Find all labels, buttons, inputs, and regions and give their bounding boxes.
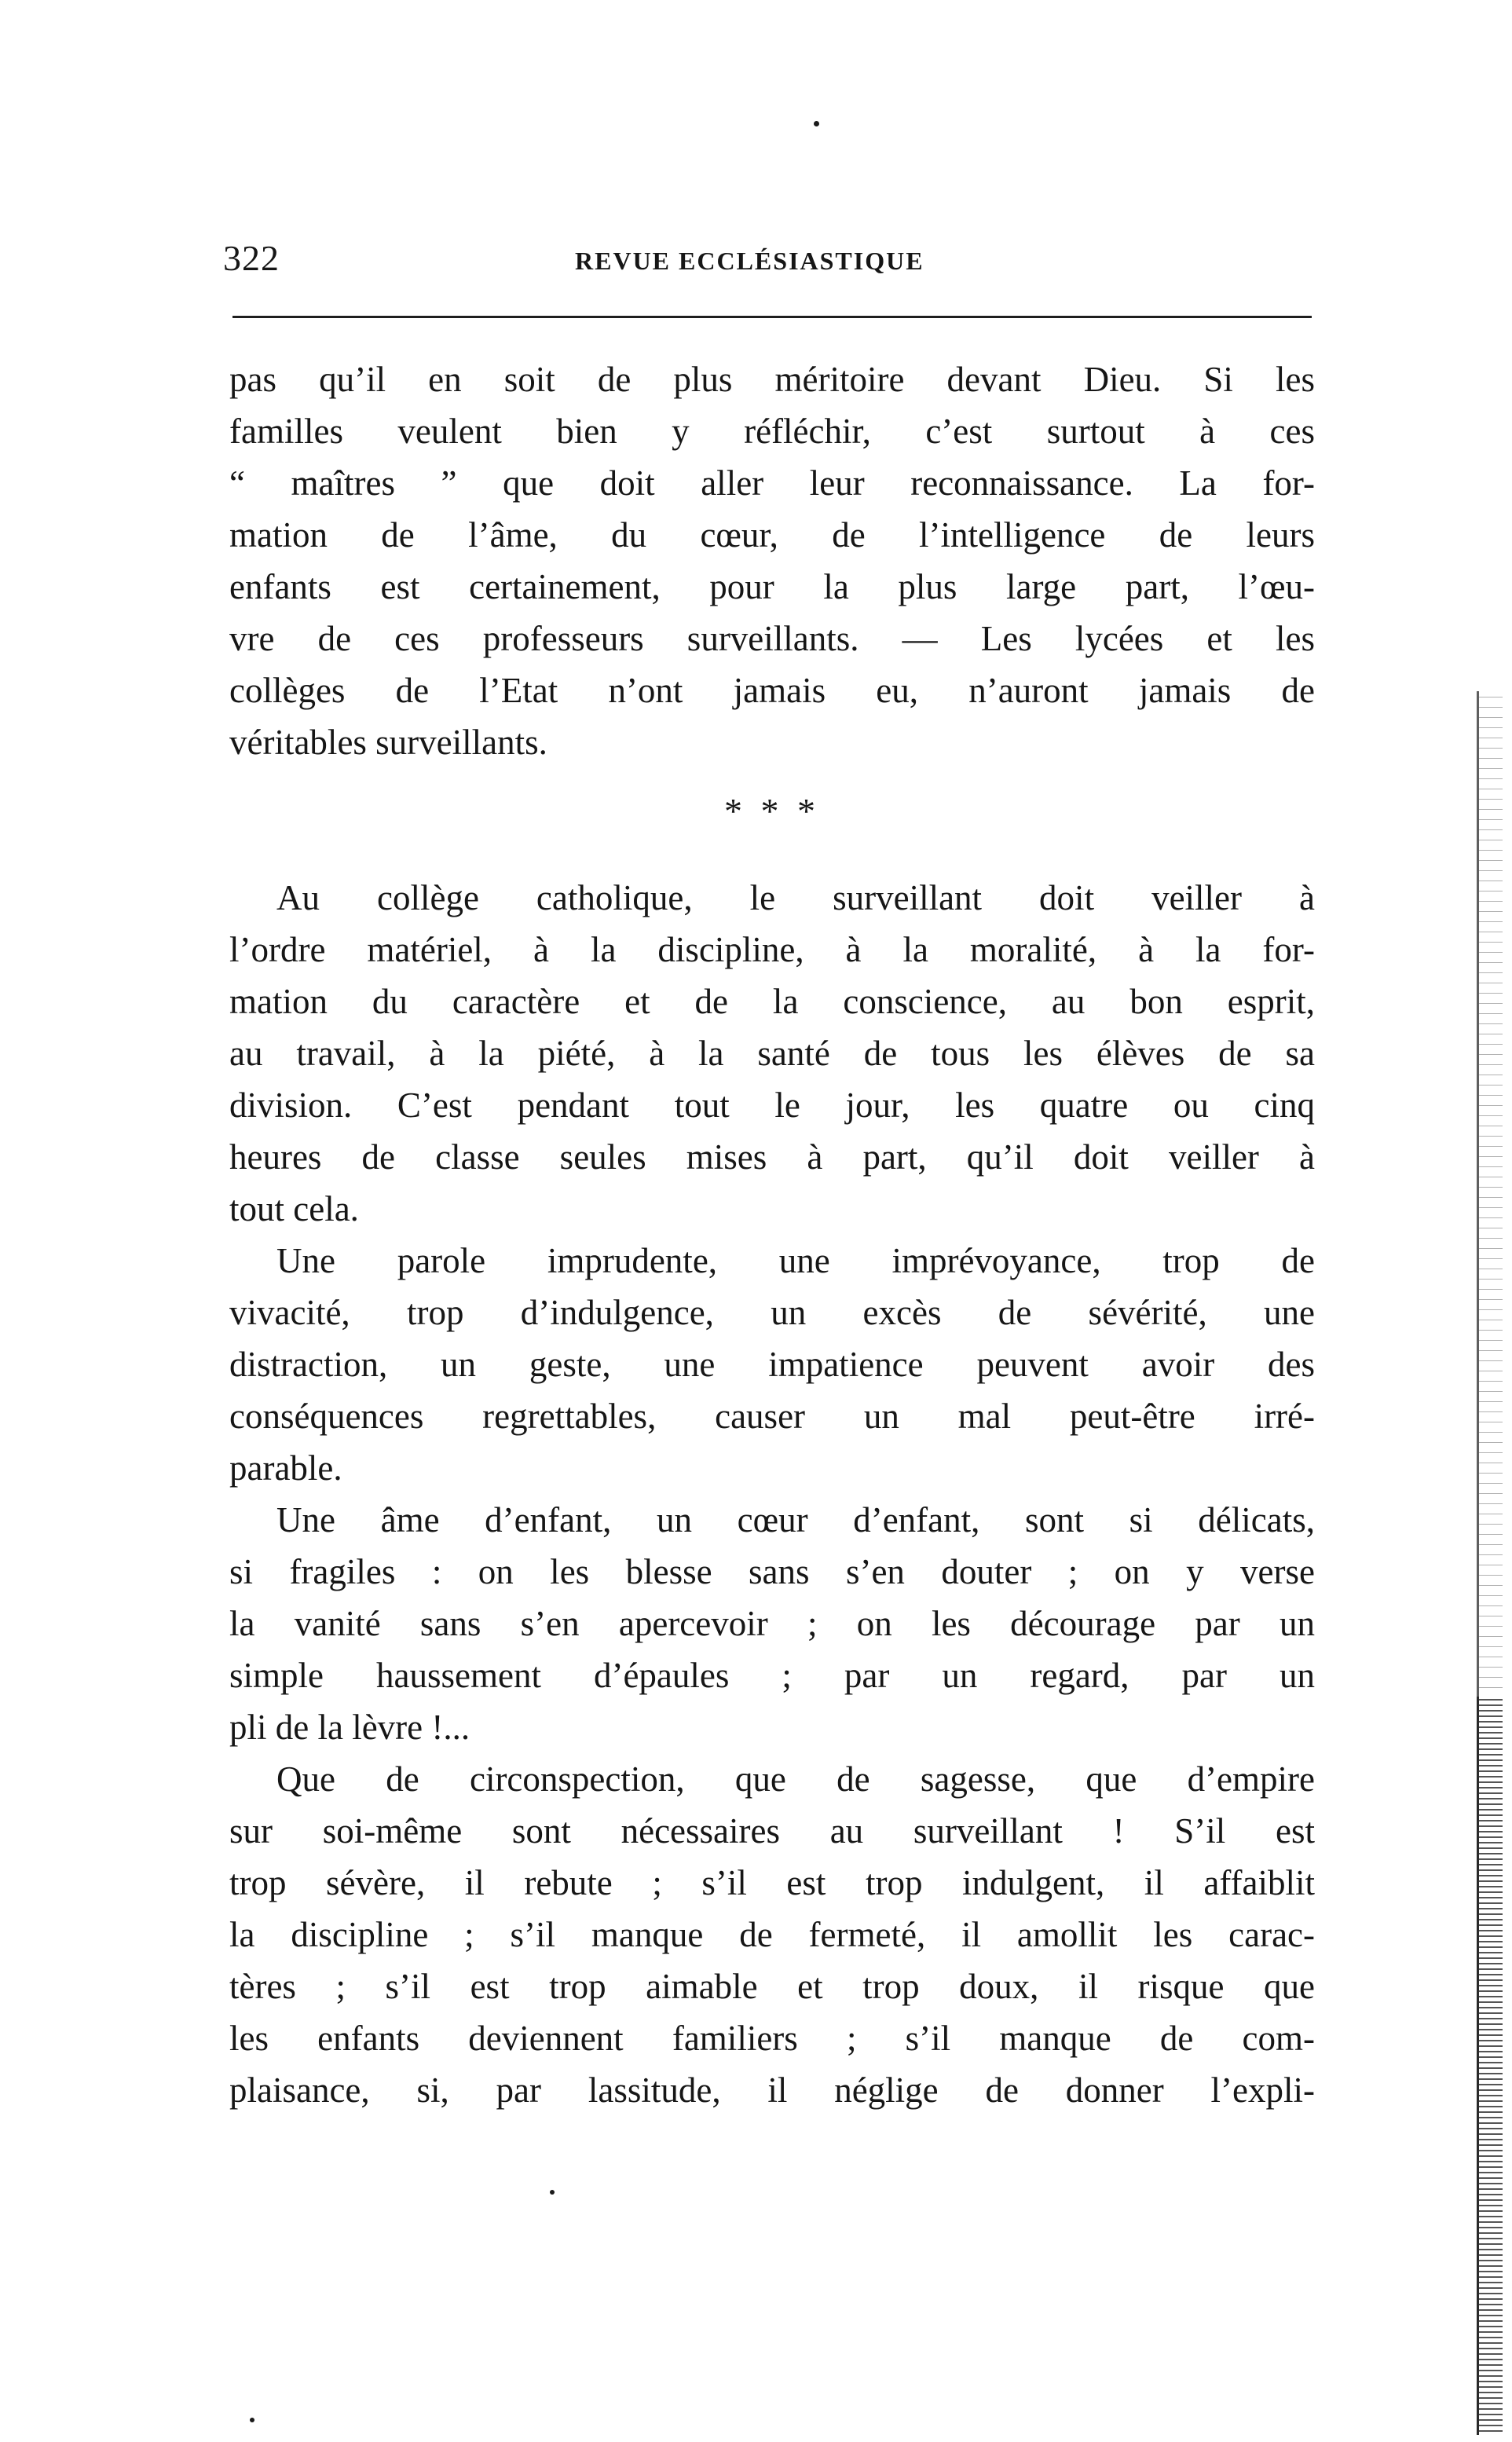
text-line: trop sévère, il rebute ; s’il est trop indulgent, il affaiblit [229, 1863, 1315, 1902]
text-line: simple haussement d’épaules ; par un regard, par un [229, 1656, 1315, 1695]
text-line: familles veulent bien y réfléchir, c’est surtout à ces [229, 412, 1315, 451]
text-line: conséquences regrettables, causer un mal peut-être irré- [229, 1397, 1315, 1436]
page-edge-binding [1477, 1697, 1503, 2435]
paragraph-3 [229, 1235, 1315, 1494]
text-line: pli de la lèvre !... [229, 1708, 470, 1747]
text-line: véritables surveillants. [229, 723, 547, 762]
text-line: sur soi-même sont nécessaires au surveillant ! S’il est [229, 1811, 1315, 1851]
text-line: distraction, un geste, une impatience peuvent avoir des [229, 1345, 1315, 1384]
text-line: l’ordre matériel, à la discipline, à la moralité, à la for- [229, 930, 1315, 969]
page-header [223, 237, 1312, 284]
text-line: les enfants deviennent familiers ; s’il manque de com- [229, 2019, 1315, 2058]
text-line: au travail, à la piété, à la santé de tous les élèves de sa [229, 1034, 1315, 1073]
paragraph-1 [229, 353, 1315, 768]
section-ornament [229, 768, 1315, 872]
paragraph-5 [229, 1753, 1315, 2116]
text-line: “ maîtres ” que doit aller leur reconnaissance. La for- [229, 463, 1315, 503]
text-line: la discipline ; s’il manque de fermeté, il amollit les carac- [229, 1915, 1315, 1954]
text-line: tout cela. [229, 1189, 359, 1228]
print-speck [814, 121, 819, 126]
text-line: Au collège catholique, le surveillant doit veiller à [276, 878, 1315, 917]
text-line: Une parole imprudente, une imprévoyance, trop de [276, 1241, 1315, 1280]
text-line: mation de l’âme, du cœur, de l’intelligence de leurs [229, 515, 1315, 555]
text-line: plaisance, si, par lassitude, il néglige de donner l’expli- [229, 2070, 1315, 2110]
text-line: Une âme d’enfant, un cœur d’enfant, sont si délicats, [276, 1500, 1315, 1540]
text-line: collèges de l’Etat n’ont jamais eu, n’auront jamais de [229, 671, 1315, 710]
text-line: Que de circonspection, que de sagesse, que d’empire [276, 1759, 1315, 1799]
text-line: division. C’est pendant tout le jour, les quatre ou cinq [229, 1086, 1315, 1125]
print-speck [550, 2190, 555, 2195]
body-text [229, 353, 1315, 2116]
text-line: mation du caractère et de la conscience, au bon esprit, [229, 982, 1315, 1021]
paragraph-4 [229, 1494, 1315, 1753]
asterism: * * * [724, 791, 820, 831]
header-rule [232, 316, 1312, 318]
text-line: parable. [229, 1448, 342, 1488]
text-line: si fragiles : on les blesse sans s’en douter ; on y verse [229, 1552, 1315, 1591]
text-line: la vanité sans s’en apercevoir ; on les décourage par un [229, 1604, 1315, 1643]
text-line: enfants est certainement, pour la plus large part, l’œu- [229, 567, 1315, 606]
print-speck [250, 2418, 254, 2422]
paragraph-2 [229, 872, 1315, 1235]
text-line: heures de classe seules mises à part, qu’il doit veiller à [229, 1137, 1315, 1177]
text-line: vre de ces professeurs surveillants. — Les lycées et les [229, 619, 1315, 658]
text-line: pas qu’il en soit de plus méritoire devant Dieu. Si les [229, 360, 1315, 399]
page-number: 322 [223, 238, 280, 278]
running-head: REVUE ECCLÉSIASTIQUE [575, 247, 924, 275]
text-line: tères ; s’il est trop aimable et trop doux, il risque que [229, 1967, 1315, 2006]
text-line: vivacité, trop d’indulgence, un excès de sévérité, une [229, 1293, 1315, 1332]
